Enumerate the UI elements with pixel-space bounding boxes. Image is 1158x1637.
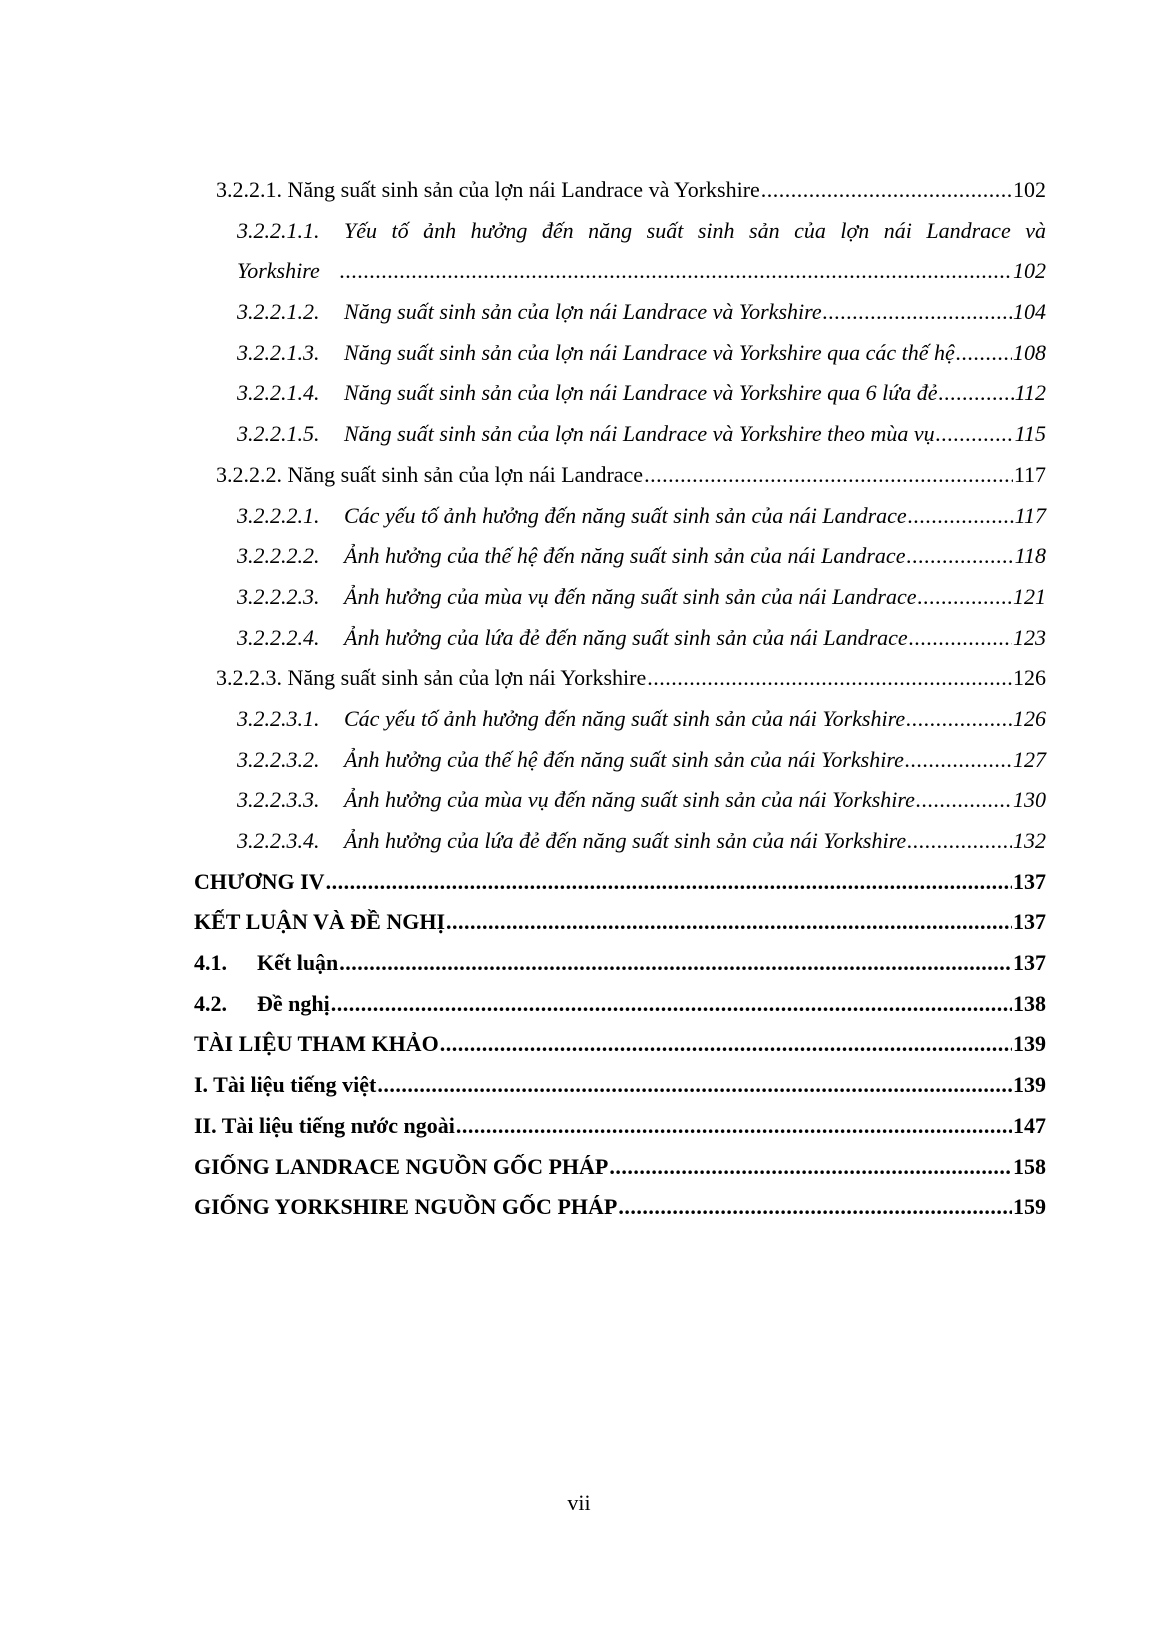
toc-entry-references-vietnamese[interactable] (194, 1065, 1046, 1106)
toc-entry-title: Ảnh hưởng của mùa vụ đến năng suất sinh sản của nái Landrace (344, 583, 917, 609)
toc-entry-number: 3.2.2.3.2. (237, 746, 320, 772)
toc-entry-3-2-2-3-2[interactable] (194, 740, 1046, 781)
toc-entry-page: 102 (1013, 258, 1046, 284)
toc-entry-title: Kết luận (257, 950, 339, 976)
toc-entry-number: 3.2.2.2.2. (237, 543, 320, 569)
dot-leader (644, 455, 1013, 496)
toc-entry-page: 115 (1014, 421, 1046, 447)
dot-leader (339, 943, 1012, 984)
dot-leader (906, 699, 1012, 740)
toc-entry-title: Ảnh hưởng của thế hệ đến năng suất sinh sản của nái Yorkshire (344, 746, 904, 772)
toc-entry-title: Năng suất sinh sản của lợn nái Yorkshire (287, 665, 647, 691)
toc-entry-number: 4.1. (194, 950, 227, 976)
toc-entry-title: Các yếu tố ảnh hưởng đến năng suất sinh sản của nái Landrace (344, 502, 907, 528)
toc-entry-number: 4.2. (194, 990, 227, 1016)
toc-entry-page: 102 (1013, 177, 1046, 202)
toc-entry-title: Năng suất sinh sản của lợn nái Landrace và Yorkshire (344, 299, 822, 325)
toc-entry-number: 3.2.2.1.1. (237, 217, 320, 243)
dot-leader (916, 780, 1012, 821)
dot-leader (647, 658, 1012, 699)
toc-entry-title: Năng suất sinh sản của lợn nái Landrace và Yorkshire theo mùa vụ (344, 421, 935, 447)
toc-entry-3-2-2-1-2[interactable] (194, 292, 1046, 333)
toc-entry-number: 3.2.2.2.4. (237, 624, 320, 650)
dot-leader (377, 1065, 1012, 1106)
table-of-contents (194, 170, 1046, 1228)
toc-entry-page: 126 (1013, 665, 1046, 691)
toc-entry-number: 3.2.2.1.2. (237, 299, 320, 325)
toc-entry-page: 139 (1013, 1031, 1046, 1057)
dot-leader (331, 984, 1012, 1025)
toc-entry-chapter-iv[interactable] (194, 862, 1046, 903)
toc-entry-page: 139 (1013, 1072, 1046, 1098)
toc-entry-3-2-2-3-4[interactable] (194, 821, 1046, 862)
dot-leader (907, 821, 1012, 862)
dot-leader (906, 536, 1013, 577)
dot-leader (340, 251, 1012, 292)
toc-entry-page: 138 (1013, 990, 1046, 1016)
toc-entry-3-2-2-1-5[interactable] (194, 414, 1046, 455)
toc-entry-page: 127 (1013, 746, 1046, 772)
dot-leader (618, 1187, 1012, 1228)
toc-entry-page: 137 (1013, 909, 1046, 935)
toc-entry-number: 3.2.2.1.3. (237, 339, 320, 365)
toc-entry-title: GIỐNG LANDRACE NGUỒN GỐC PHÁP (194, 1153, 609, 1179)
toc-entry-title-line2: Yorkshire (237, 258, 320, 284)
toc-entry-title: Năng suất sinh sản của lợn nái Landrace và Yorkshire qua 6 lứa đẻ (344, 380, 938, 406)
toc-entry-3-2-2-1-3[interactable] (194, 333, 1046, 374)
toc-entry-page: 126 (1013, 705, 1046, 731)
toc-entry-3-2-2-1-1[interactable] (194, 211, 1046, 292)
toc-entry-3-2-2-2-1[interactable] (194, 496, 1046, 537)
toc-entry-title: Ảnh hưởng của lứa đẻ đến năng suất sinh sản của nái Yorkshire (344, 828, 907, 853)
toc-entry-page: 130 (1013, 787, 1046, 813)
dot-leader (905, 740, 1012, 781)
toc-entry-landrace-origin[interactable] (194, 1147, 1046, 1188)
toc-entry-page: 159 (1013, 1194, 1046, 1220)
toc-entry-yorkshire-origin[interactable] (194, 1187, 1046, 1228)
toc-entry-title: Các yếu tố ảnh hưởng đến năng suất sinh sản của nái Yorkshire (344, 705, 906, 731)
toc-entry-title: KẾT LUẬN VÀ ĐỀ NGHỊ (194, 909, 446, 935)
toc-entry-3-2-2-3[interactable] (194, 658, 1046, 699)
toc-entry-page: 137 (1013, 950, 1046, 976)
toc-entry-3-2-2-2-4[interactable] (194, 618, 1046, 659)
toc-entry-number: 3.2.2.1. (216, 177, 282, 202)
toc-entry-title: Ảnh hưởng của mùa vụ đến năng suất sinh sản của nái Yorkshire (344, 787, 915, 813)
toc-entry-page: 104 (1013, 299, 1046, 325)
toc-entry-title: TÀI LIỆU THAM KHẢO (194, 1031, 439, 1057)
toc-entry-title-line1: Yếu tố ảnh hưởng đến năng suất sinh sản của lợn nái Landrace và (344, 217, 1046, 243)
dot-leader (823, 292, 1012, 333)
dot-leader (956, 333, 1012, 374)
dot-leader (936, 414, 1014, 455)
toc-entry-number: 3.2.2.3.3. (237, 787, 320, 813)
toc-entry-references[interactable] (194, 1024, 1046, 1065)
toc-entry-page: 108 (1013, 339, 1046, 365)
toc-entry-page: 118 (1014, 543, 1046, 569)
toc-entry-page: 123 (1013, 624, 1046, 650)
toc-entry-number: 3.2.2.1.4. (237, 380, 320, 406)
dot-leader (446, 902, 1012, 943)
dot-leader (326, 862, 1012, 903)
page-number: vii (567, 1490, 591, 1515)
dot-leader (909, 618, 1012, 659)
toc-entry-number: 3.2.2.2.3. (237, 583, 320, 609)
dot-leader (908, 496, 1014, 537)
toc-entry-title: Năng suất sinh sản của lợn nái Landrace và Yorkshire (287, 177, 760, 202)
toc-entry-page: 121 (1013, 583, 1046, 609)
toc-entry-3-2-2-1[interactable] (194, 170, 1046, 211)
toc-entry-number: 3.2.2.1.5. (237, 421, 320, 447)
toc-entry-page: 117 (1014, 502, 1046, 528)
toc-entry-page: 137 (1013, 868, 1046, 894)
toc-entry-page: 117 (1013, 461, 1046, 487)
toc-entry-page: 132 (1013, 828, 1046, 853)
dot-leader (761, 170, 1012, 211)
toc-entry-title: Năng suất sinh sản của lợn nái Landrace (287, 461, 644, 487)
toc-entry-3-2-2-3-3[interactable] (194, 780, 1046, 821)
toc-entry-number: 3.2.2.3.1. (237, 705, 320, 731)
toc-entry-title: Đề nghị (257, 990, 330, 1016)
toc-entry-title: GIỐNG YORKSHIRE NGUỒN GỐC PHÁP (194, 1194, 618, 1220)
toc-entry-3-2-2-2-2[interactable] (194, 536, 1046, 577)
toc-entry-3-2-2-3-1[interactable] (194, 699, 1046, 740)
toc-entry-title: Năng suất sinh sản của lợn nái Landrace và Yorkshire qua các thế hệ (344, 339, 955, 365)
toc-entry-number: 3.2.2.3.4. (237, 828, 320, 853)
toc-entry-4-1[interactable] (194, 943, 1046, 984)
toc-entry-3-2-2-2-3[interactable] (194, 577, 1046, 618)
toc-entry-references-foreign[interactable] (194, 1106, 1046, 1147)
toc-entry-title: I. Tài liệu tiếng việt (194, 1072, 377, 1098)
toc-entry-title: Ảnh hưởng của thế hệ đến năng suất sinh sản của nái Landrace (344, 543, 906, 569)
dot-leader (939, 373, 1014, 414)
dot-leader (917, 577, 1012, 618)
toc-entry-number: 3.2.2.2. (216, 461, 282, 487)
toc-entry-page: 158 (1013, 1153, 1046, 1179)
dot-leader (440, 1024, 1012, 1065)
toc-entry-3-2-2-2[interactable] (194, 455, 1046, 496)
toc-entry-page: 147 (1013, 1112, 1046, 1138)
toc-entry-title: II. Tài liệu tiếng nước ngoài (194, 1112, 455, 1138)
toc-entry-conclusion-heading[interactable] (194, 902, 1046, 943)
toc-entry-title: Ảnh hưởng của lứa đẻ đến năng suất sinh sản của nái Landrace (344, 624, 908, 650)
toc-entry-number: 3.2.2.3. (216, 665, 282, 691)
toc-entry-title: CHƯƠNG IV (194, 868, 325, 894)
toc-entry-number: 3.2.2.2.1. (237, 502, 320, 528)
toc-entry-3-2-2-1-4[interactable] (194, 373, 1046, 414)
toc-entry-page: 112 (1014, 380, 1046, 406)
dot-leader (609, 1147, 1012, 1188)
toc-entry-4-2[interactable] (194, 984, 1046, 1025)
dot-leader (456, 1106, 1012, 1147)
